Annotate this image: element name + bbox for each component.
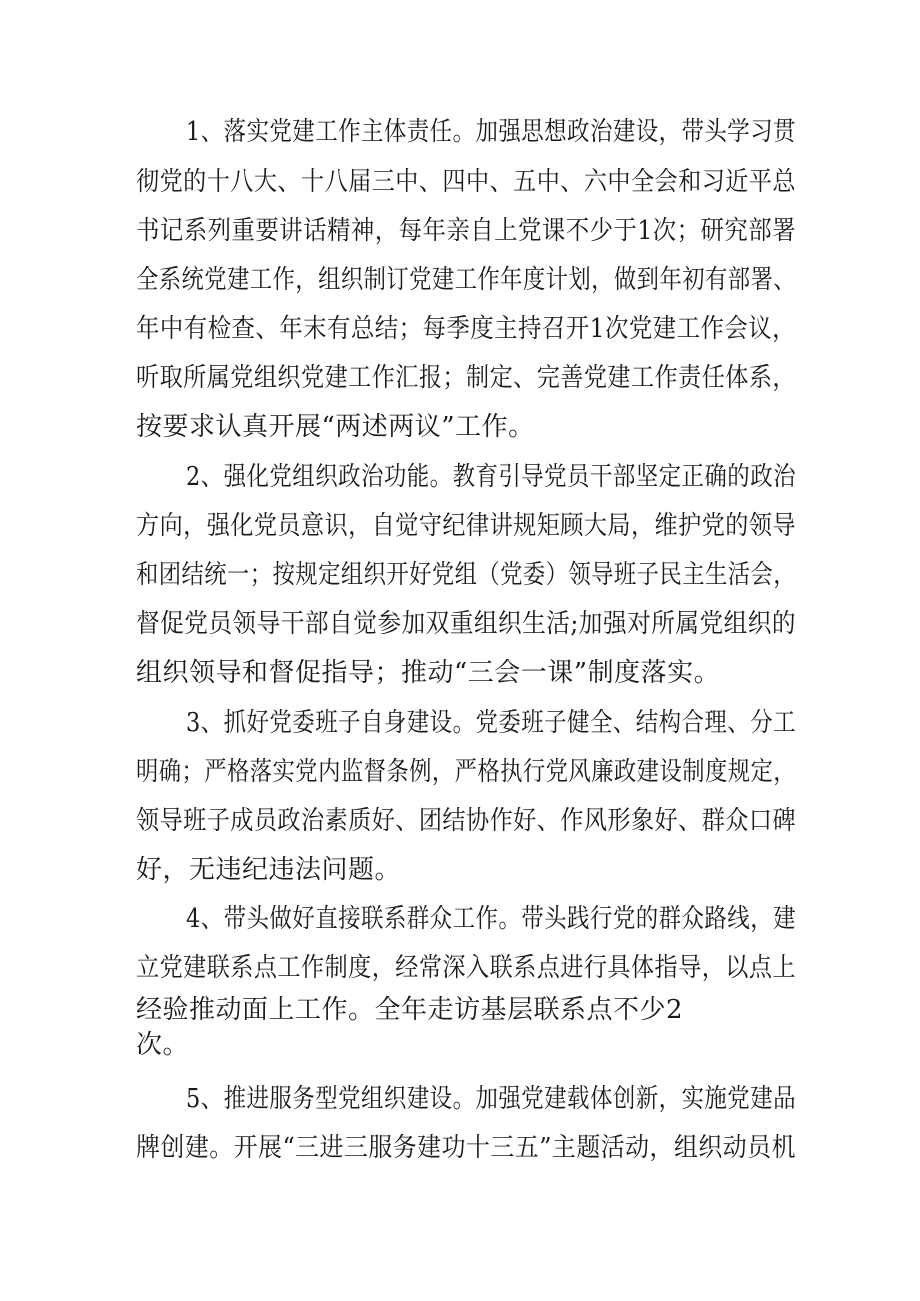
paragraph-5-line-1: 5、推进服务型党组织建设。加强党建载体创新，实施党建品	[186, 1084, 796, 1114]
paragraph-3-line-2: 明确；严格落实党内监督条例，严格执行党风廉政建设制度规定，	[136, 757, 796, 787]
paragraph-1-line-1: 1、落实党建工作主体责任。加强思想政治建设，带头学习贯	[186, 117, 796, 147]
paragraph-1-line-3: 书记系列重要讲话精神，每年亲自上党课不少于1次；研究部署	[136, 216, 796, 246]
paragraph-4-line-1: 4、带头做好直接联系群众工作。带头践行党的群众路线，建	[186, 904, 796, 934]
paragraph-1-line-5: 年中有检查、年末有总结；每季度主持召开1次党建工作会议，	[136, 314, 796, 344]
paragraph-2-line-1: 2、强化党组织政治功能。教育引导党员干部坚定正确的政治	[186, 462, 796, 492]
paragraph-2-line-5: 组织领导和督促指导；推动“三会一课”制度落实。	[136, 658, 721, 688]
paragraph-1-line-2: 彻党的十八大、十八届三中、四中、五中、六中全会和习近平总	[136, 167, 796, 197]
paragraph-5-line-2: 牌创建。开展“三进三服务建功十三五”主题活动，组织动员机	[136, 1133, 796, 1163]
paragraph-3-line-3: 领导班子成员政治素质好、团结协作好、作风形象好、群众口碑	[136, 806, 796, 836]
paragraph-4-line-2: 立党建联系点工作制度，经常深入联系点进行具体指导，以点上	[136, 953, 796, 983]
paragraph-2-line-4: 督促党员领导干部自觉参加双重组织生活;加强对所属党组织的	[136, 609, 796, 639]
paragraph-2-line-2: 方向，强化党员意识，自觉守纪律讲规矩顾大局，维护党的领导	[136, 511, 796, 541]
paragraph-1-line-4: 全系统党建工作，组织制订党建工作年度计划，做到年初有部署、	[136, 265, 796, 295]
paragraph-1-line-7: 按要求认真开展“两述两议”工作。	[136, 412, 535, 442]
paragraph-3-line-4: 好，无违纪违法问题。	[136, 855, 402, 885]
paragraph-4-line-3: 经验推动面上工作。全年走访基层联系点不少2	[136, 995, 684, 1025]
paragraph-4-line-4: 次。	[136, 1030, 190, 1060]
paragraph-1-line-6: 听取所属党组织党建工作汇报；制定、完善党建工作责任体系，	[136, 363, 796, 393]
paragraph-2-line-3: 和团结统一；按规定组织开好党组（党委）领导班子民主生活会，	[136, 560, 796, 590]
paragraph-3-line-1: 3、抓好党委班子自身建设。党委班子健全、结构合理、分工	[186, 708, 796, 738]
